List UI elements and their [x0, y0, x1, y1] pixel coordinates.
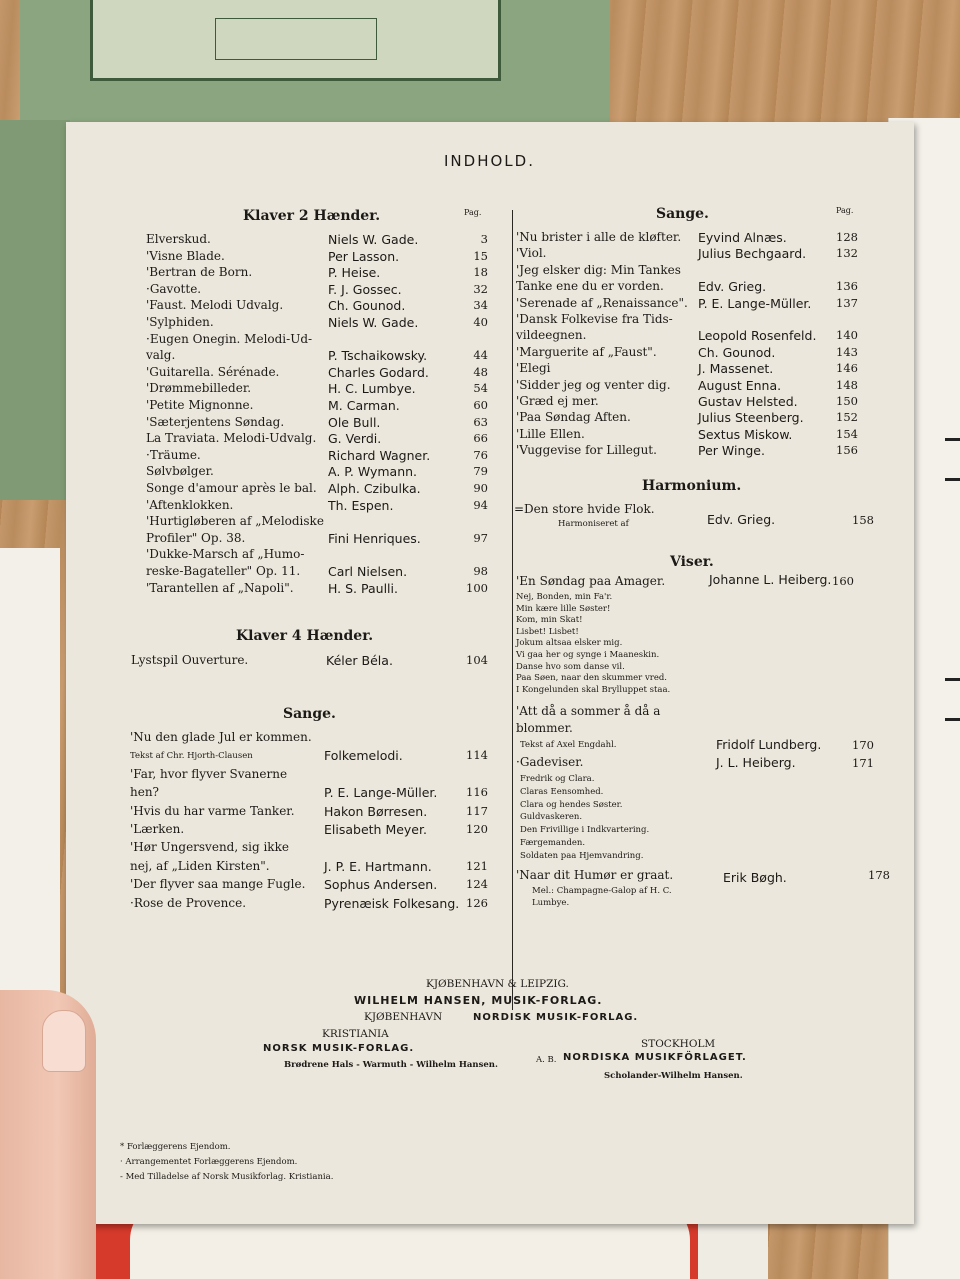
entry-page: 114 — [466, 748, 488, 763]
entry-title: reske-Bagateller" Op. 11. — [146, 564, 301, 578]
entry-title: 'Dansk Folkevise fra Tids- — [516, 312, 673, 326]
entry-composer: F. J. Gossec. — [328, 281, 402, 297]
entry-title: hen? — [130, 785, 159, 800]
entry-composer: Kéler Béla. — [326, 653, 393, 668]
pag-label-left: Pag. — [464, 208, 482, 217]
entry-composer: Richard Wagner. — [328, 447, 431, 463]
entry-title: 'Naar dit Humør er graat. — [516, 868, 674, 882]
song-subtitle: Færgemanden. — [520, 838, 586, 848]
entry-composer: P. Tschaikowsky. — [328, 348, 428, 364]
entry-title: 'Drømmebilleder. — [146, 381, 252, 396]
index-page — [66, 122, 914, 1224]
entry-title: 'Petite Mignonne. — [146, 398, 254, 412]
entry-page: 34 — [473, 298, 488, 313]
publisher-nordiska: NORDISKA MUSIKFÖRLAGET. — [563, 1052, 747, 1063]
entry-composer: Johanne L. Heiberg. — [709, 572, 832, 587]
song-subtitle: Paa Søen, naar den skummer vred. — [516, 673, 667, 684]
publisher-ab: A. B. — [536, 1055, 557, 1065]
song-subtitle: Lumbye. — [532, 898, 570, 908]
entry-page: 40 — [473, 315, 488, 329]
entry-title: Tekst af Chr. Hjorth-Clausen — [130, 751, 253, 762]
entry-title: Elverskud. — [146, 232, 211, 246]
green-book-cover — [20, 0, 610, 132]
entry-page: 137 — [836, 295, 858, 310]
entry-page: 48 — [473, 364, 488, 379]
entry-page: 15 — [473, 248, 488, 263]
entry-page: 121 — [466, 858, 488, 873]
entry-title: 'Der flyver saa mange Fugle. — [130, 877, 306, 892]
footnote-1: * Forlæggerens Ejendom. — [120, 1142, 231, 1152]
song-subtitle: Danse hvo som danse vil. — [516, 661, 625, 672]
footnote-2: · Arrangementet Forlæggerens Ejendom. — [120, 1157, 298, 1167]
entry-title: 'Jeg elsker dig: Min Tankes — [516, 262, 681, 277]
entry-title: 'Hør Ungersvend, sig ikke — [130, 840, 289, 855]
entry-page: 124 — [466, 877, 488, 892]
entry-composer: Charles Godard. — [328, 364, 429, 380]
entry-composer: Ch. Gounod. — [698, 344, 776, 360]
entry-title: Sølvbølger. — [146, 464, 214, 479]
entry-composer: Gustav Helsted. — [698, 394, 798, 409]
entry-composer: Fridolf Lundberg. — [716, 737, 822, 752]
entry-page: 117 — [466, 803, 488, 818]
thumb-nail — [42, 1010, 86, 1072]
publisher-stockholm: STOCKHOLM — [641, 1038, 716, 1050]
entry-composer: Hakon Børresen. — [324, 803, 428, 819]
entry-composer: J. L. Heiberg. — [716, 755, 796, 770]
song-subtitle: Claras Eensomhed. — [520, 786, 604, 797]
entry-page: 126 — [466, 895, 488, 910]
entry-composer: Niels W. Gade. — [328, 315, 419, 330]
publisher-nordiska-sub: Scholander-Wilhelm Hansen. — [604, 1071, 743, 1081]
song-subtitle: Den Frivillige i Indkvartering. — [520, 825, 650, 836]
entry-page: 76 — [473, 447, 488, 462]
entry-composer: G. Verdi. — [328, 431, 382, 447]
song-subtitle: Clara og hendes Søster. — [520, 799, 623, 810]
entry-title: 'En Søndag paa Amager. — [516, 574, 666, 588]
entry-page: 3 — [480, 232, 488, 246]
entry-title: 'Visne Blade. — [146, 248, 225, 263]
heading-harmonium: Harmonium. — [642, 478, 742, 494]
entry-title: 'Faust. Melodi Udvalg. — [146, 298, 284, 313]
entry-page: 54 — [473, 381, 488, 396]
entry-page: 128 — [836, 230, 858, 244]
entry-composer: Per Winge. — [698, 443, 765, 459]
entry-title: vildeegnen. — [516, 328, 587, 343]
entry-page: 152 — [836, 410, 858, 425]
entry-title: 'Græd ej mer. — [516, 394, 599, 408]
entry-composer: P. E. Lange-Müller. — [698, 295, 812, 311]
entry-title: 'Nu den glade Jul er kommen. — [130, 730, 312, 744]
song-subtitle: Lisbet! Lisbet! — [516, 626, 579, 637]
entry-page: 98 — [473, 564, 488, 578]
entry-page: 171 — [852, 756, 874, 770]
entry-page: 170 — [852, 738, 874, 752]
song-subtitle: Kom, min Skat! — [516, 615, 583, 626]
entry-composer: J. Massenet. — [698, 361, 774, 377]
entry-page: 136 — [836, 279, 858, 294]
entry-composer: Alph. Czibulka. — [328, 481, 421, 496]
entry-composer: Fini Henriques. — [328, 530, 421, 546]
entry-page: 94 — [473, 497, 488, 512]
entry-page: 120 — [466, 822, 488, 836]
entry-page: 143 — [836, 344, 858, 359]
entry-composer: Niels W. Gade. — [328, 232, 419, 247]
entry-composer: Ch. Gounod. — [328, 298, 406, 314]
song-subtitle: Vi gaa her og synge i Maaneskin. — [516, 650, 660, 660]
heading-klaver-2: Klaver 2 Hænder. — [243, 208, 381, 224]
song-subtitle: Soldaten paa Hjemvandring. — [520, 850, 644, 861]
entry-title: valg. — [146, 348, 176, 363]
entry-title: 'Att då a sommer å då a — [516, 704, 661, 718]
entry-title: ·Rose de Provence. — [130, 895, 247, 910]
entry-title: 'Nu brister i alle de kløfter. — [516, 230, 682, 244]
entry-composer: P. Heise. — [328, 265, 381, 281]
entry-title: 'Serenade af „Renaissance". — [516, 295, 688, 310]
entry-composer: Erik Bøgh. — [723, 870, 787, 885]
entry-title: 'Sidder jeg og venter dig. — [516, 377, 671, 392]
song-subtitle: Min kære lille Søster! — [516, 603, 611, 614]
publisher-line-1: KJØBENHAVN & LEIPZIG. — [426, 978, 569, 990]
harmonium-sub: Harmoniseret af — [558, 519, 629, 529]
publisher-line-3b: NORDISK MUSIK-FORLAG. — [473, 1012, 639, 1023]
entry-composer: Pyrenæisk Folkesang. — [324, 895, 460, 911]
footnote-3: - Med Tilladelse af Norsk Musikforlag. Kristiania. — [120, 1172, 334, 1182]
entry-title: 'Elegi — [516, 361, 551, 376]
entry-page: 150 — [836, 394, 858, 408]
entry-title: blommer. — [516, 721, 573, 735]
harmonium-composer: Edv. Grieg. — [707, 512, 776, 527]
entry-title: Profiler" Op. 38. — [146, 530, 246, 545]
entry-composer: Th. Espen. — [328, 497, 394, 513]
entry-page: 156 — [836, 443, 858, 458]
harmonium-page: 158 — [852, 513, 874, 527]
entry-page: 79 — [473, 464, 488, 479]
song-subtitle: Tekst af Axel Engdahl. — [520, 740, 617, 750]
entry-title: ·Eugen Onegin. Melodi-Ud- — [146, 331, 313, 346]
entry-page: 104 — [466, 653, 488, 667]
entry-page: 63 — [473, 414, 488, 429]
entry-title: nej, af „Liden Kirsten". — [130, 858, 270, 873]
entry-title: ·Gavotte. — [146, 281, 202, 296]
entry-page: 44 — [473, 348, 488, 363]
entry-page: 90 — [473, 481, 488, 495]
entry-page: 32 — [473, 281, 488, 296]
entry-composer: J. P. E. Hartmann. — [324, 858, 432, 874]
entry-title: 'Marguerite af „Faust". — [516, 344, 657, 359]
pag-label-right: Pag. — [836, 206, 854, 215]
entry-title: 'Far, hvor flyver Svanerne — [130, 766, 288, 781]
entry-page: 18 — [473, 265, 488, 280]
heading-viser: Viser. — [670, 554, 714, 570]
song-subtitle: Mel.: Champagne-Galop af H. C. — [532, 886, 672, 896]
heading-klaver-4: Klaver 4 Hænder. — [236, 628, 374, 644]
entry-title: Tanke ene du er vorden. — [516, 279, 664, 294]
entry-composer: Julius Steenberg. — [698, 410, 804, 426]
entry-title: 'Lærken. — [130, 822, 185, 836]
entry-title: La Traviata. Melodi-Udvalg. — [146, 431, 317, 446]
entry-title: 'Sylphiden. — [146, 315, 214, 329]
publisher-line-2: WILHELM HANSEN, MUSIK-FORLAG. — [354, 994, 603, 1007]
entry-composer: H. S. Paulli. — [328, 580, 398, 596]
entry-page: 140 — [836, 328, 858, 343]
heading-sange-left: Sange. — [283, 706, 336, 722]
song-subtitle: I Kongelunden skal Brylluppet staa. — [516, 684, 671, 695]
harmonium-title: =Den store hvide Flok. — [514, 502, 655, 516]
entry-title: 'Vuggevise for Lillegut. — [516, 443, 657, 458]
entry-composer: Per Lasson. — [328, 248, 400, 264]
entry-composer: Sextus Miskow. — [698, 426, 793, 442]
entry-title: 'Hurtigløberen af „Melodiske — [146, 514, 324, 529]
entry-composer: Carl Nielsen. — [328, 564, 408, 579]
entry-title: ·Gadeviser. — [516, 755, 584, 769]
publisher-kristiania: KRISTIANIA — [322, 1028, 389, 1040]
entry-page: 66 — [473, 431, 488, 446]
entry-title: 'Tarantellen af „Napoli". — [146, 580, 294, 595]
entry-composer: M. Carman. — [328, 398, 400, 413]
entry-composer: Julius Bechgaard. — [698, 246, 807, 262]
entry-page: 116 — [466, 785, 488, 800]
column-divider — [512, 210, 513, 1010]
entry-page: 97 — [473, 530, 488, 545]
page-title: INDHOLD. — [444, 152, 535, 170]
entry-title: 'Hvis du har varme Tanker. — [130, 803, 295, 818]
green-book-edge — [0, 120, 70, 500]
entry-page: 100 — [466, 580, 488, 595]
entry-title: 'Viol. — [516, 246, 547, 261]
song-subtitle: Nej, Bonden, min Fa'r. — [516, 592, 613, 602]
entry-page: 160 — [832, 574, 854, 588]
entry-title: 'Guitarella. Sérénade. — [146, 364, 280, 379]
publisher-line-3a: KJØBENHAVN — [364, 1011, 443, 1023]
entry-title: 'Dukke-Marsch af „Humo- — [146, 547, 305, 562]
entry-composer: Folkemelodi. — [324, 748, 403, 764]
entry-title: 'Paa Søndag Aften. — [516, 410, 631, 425]
entry-composer: August Enna. — [698, 377, 782, 393]
entry-page: 178 — [868, 868, 890, 882]
entry-composer: A. P. Wymann. — [328, 464, 418, 480]
ornamental-border — [90, 0, 501, 81]
entry-page: 154 — [836, 426, 858, 441]
song-subtitle: Jokum altsaa elsker mig. — [516, 638, 623, 649]
entry-composer: Ole Bull. — [328, 414, 381, 430]
entry-composer: Eyvind Alnæs. — [698, 230, 787, 245]
entry-page: 60 — [473, 398, 488, 412]
entry-composer: Sophus Andersen. — [324, 877, 438, 893]
entry-title: 'Aftenklokken. — [146, 497, 234, 512]
entry-title: 'Bertran de Born. — [146, 265, 253, 280]
heading-sange-right: Sange. — [656, 206, 709, 222]
entry-composer: Leopold Rosenfeld. — [698, 328, 817, 344]
entry-composer: H. C. Lumbye. — [328, 381, 416, 397]
entry-composer: P. E. Lange-Müller. — [324, 785, 438, 801]
song-subtitle: Guldvaskeren. — [520, 812, 583, 823]
entry-page: 148 — [836, 377, 858, 392]
entry-title: 'Lille Ellen. — [516, 426, 585, 441]
publisher-norsk-sub: Brødrene Hals - Warmuth - Wilhelm Hansen. — [284, 1060, 498, 1070]
entry-composer: Elisabeth Meyer. — [324, 822, 427, 837]
entry-title: Lystspil Ouverture. — [131, 653, 249, 667]
entry-composer: Edv. Grieg. — [698, 279, 767, 295]
publisher-norsk: NORSK MUSIK-FORLAG. — [263, 1043, 415, 1054]
entry-page: 146 — [836, 361, 858, 376]
entry-page: 132 — [836, 246, 858, 261]
entry-title: Songe d'amour après le bal. — [146, 481, 317, 495]
song-subtitle: Fredrik og Clara. — [520, 774, 595, 784]
entry-title: ·Träume. — [146, 447, 201, 462]
entry-title: 'Sæterjentens Søndag. — [146, 414, 285, 429]
